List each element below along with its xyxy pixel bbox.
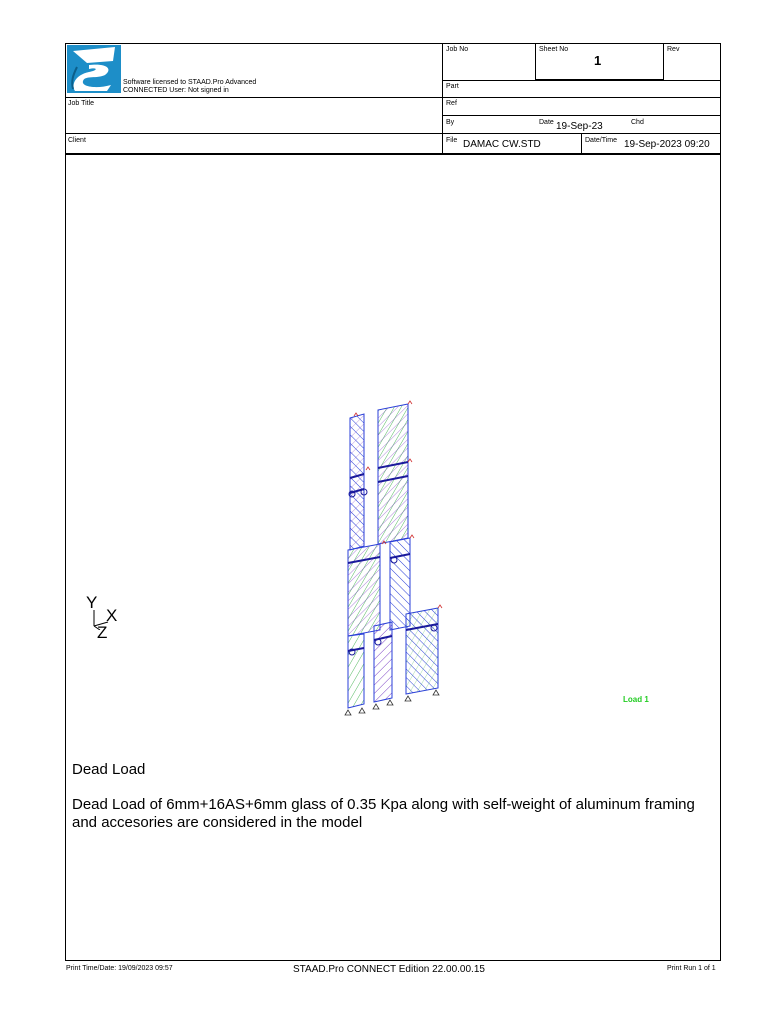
license-line-1: Software licensed to STAAD.Pro Advanced bbox=[123, 79, 257, 86]
file-label: File bbox=[446, 137, 458, 144]
datetime-label: Date/Time bbox=[585, 137, 618, 144]
header-bottom-rule bbox=[65, 153, 721, 155]
axis-x-label: X bbox=[106, 606, 118, 625]
chd-label: Chd bbox=[631, 119, 644, 126]
rev-label: Rev bbox=[667, 46, 680, 53]
by-label: By bbox=[446, 119, 455, 126]
sheet-right-rule bbox=[663, 43, 664, 80]
section-description: Dead Load of 6mm+16AS+6mm glass of 0.35 Kpa along with self-weight of aluminum framing and accesories are considered in the model bbox=[72, 796, 695, 831]
structure-model-drawing bbox=[330, 398, 460, 728]
client-label: Client bbox=[68, 137, 86, 144]
load-label: Load 1 bbox=[623, 695, 649, 704]
job-no-label: Job No bbox=[446, 46, 469, 53]
bentley-logo-icon bbox=[67, 45, 121, 93]
client-top-rule bbox=[65, 133, 721, 134]
print-run: Print Run 1 of 1 bbox=[667, 965, 716, 972]
axis-triad-icon bbox=[90, 608, 112, 630]
license-line-2: CONNECTED User: Not signed in bbox=[123, 87, 229, 94]
sheet-no-label: Sheet No bbox=[539, 46, 569, 53]
file-value: DAMAC CW.STD bbox=[463, 139, 541, 150]
date-value: 19-Sep-23 bbox=[556, 121, 603, 132]
axis-z-label: Z bbox=[97, 623, 108, 642]
ref-label: Ref bbox=[446, 100, 457, 107]
sheet-no-value: 1 bbox=[594, 53, 602, 68]
jobtitle-top-rule bbox=[65, 97, 721, 98]
date-label: Date bbox=[539, 119, 554, 126]
datetime-value: 19-Sep-2023 09:20 bbox=[624, 139, 710, 150]
datetime-left-rule bbox=[581, 133, 582, 153]
print-time: Print Time/Date: 19/09/2023 09:57 bbox=[66, 965, 173, 972]
header-divider bbox=[442, 43, 443, 153]
axis-y-label: Y bbox=[86, 593, 98, 612]
part-top-rule bbox=[442, 80, 721, 81]
job-title-label: Job Title bbox=[68, 100, 95, 107]
sheet-left-rule bbox=[535, 43, 536, 80]
software-edition: STAAD.Pro CONNECT Edition 22.00.00.15 bbox=[293, 964, 485, 975]
section-heading: Dead Load bbox=[72, 761, 146, 778]
part-label: Part bbox=[446, 83, 459, 90]
by-top-rule bbox=[442, 115, 721, 116]
